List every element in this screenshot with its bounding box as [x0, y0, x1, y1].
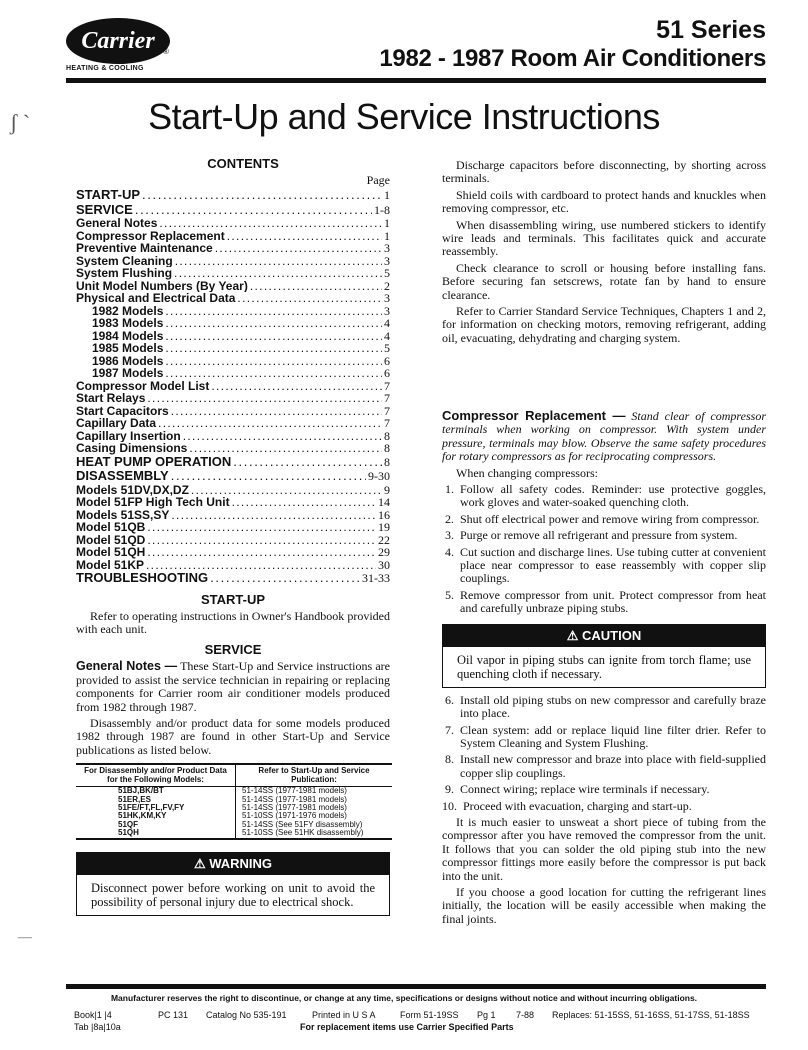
list-item — [442, 546, 766, 586]
paragraph-discharge: Discharge capacitors before disconnecting, by shorting across terminals. — [442, 158, 766, 186]
toc-label: SERVICE — [76, 202, 133, 217]
model-cell: 51ER,ES — [76, 796, 236, 804]
model-cell: 51QF — [76, 821, 236, 829]
step-number: 1. — [445, 482, 454, 497]
toc-item — [76, 217, 390, 230]
toc-leader-dots — [165, 317, 382, 330]
publication-cell: 51-14SS (1977-1981 models) — [242, 802, 347, 812]
publication-cell: 51-14SS (See 51FY disassembly) — [242, 819, 363, 829]
toc-item — [76, 405, 390, 418]
toc-leader-dots — [165, 330, 382, 343]
table-of-contents — [76, 188, 390, 586]
toc-leader-dots — [147, 546, 376, 559]
right-column — [442, 156, 766, 345]
compressor-intro-text: Stand clear of compressor terminals when working on compressor. With system under pressure, terminals may blow. Observe the same safety procedures for rotary compressors as for reciprocating compressors. — [442, 409, 766, 464]
toc-leader-dots — [135, 203, 372, 218]
toc-label: 1985 Models — [92, 342, 164, 355]
toc-leader-dots — [158, 417, 382, 430]
toc-item — [76, 305, 390, 318]
step-number: 6. — [445, 692, 454, 707]
replaces: Replaces: 51-15SS, 51-16SS, 51-17SS, 51-18SS — [552, 1010, 750, 1020]
step-number: 3. — [445, 528, 454, 543]
step-number: 7. — [445, 722, 454, 737]
toc-label: Capillary Insertion — [76, 429, 181, 442]
caution-label: ⚠ CAUTION — [443, 625, 765, 647]
toc-leader-dots — [146, 559, 376, 572]
toc-item — [76, 469, 390, 484]
document-subtitle: 1982 - 1987 Room Air Conditioners — [379, 45, 766, 72]
toc-label: Model 51QH — [76, 546, 146, 559]
toc-leader-dots — [211, 380, 382, 393]
list-item — [442, 694, 766, 721]
general-notes-text: These Start-Up and Service instructions are provided to assist the service technician in repairing or replacing components for Carrier room air conditioner models produced from 1982 through 1987. — [76, 659, 390, 714]
toc-leader-dots — [175, 255, 382, 268]
toc-label: TROUBLESHOOTING — [76, 571, 209, 585]
toc-page: 7 — [384, 417, 390, 430]
toc-item — [76, 571, 390, 586]
toc-item — [76, 380, 390, 393]
toc-leader-dots — [233, 455, 382, 470]
toc-page: 3 — [384, 304, 390, 317]
toc-leader-dots — [171, 405, 382, 418]
list-item — [442, 800, 766, 813]
toc-leader-dots — [189, 442, 382, 455]
reference-table-body — [76, 787, 392, 837]
toc-page: 1-8 — [374, 202, 390, 217]
toc-label: Casing Dimensions — [76, 442, 188, 455]
toc-page: 8 — [384, 454, 390, 469]
toc-page: 7 — [384, 392, 390, 405]
step-text: Install old piping stubs on new compressor and carefully braze into place. — [460, 692, 766, 721]
toc-item — [76, 521, 390, 534]
toc-label: 1986 Models — [92, 354, 164, 367]
list-item — [442, 589, 766, 616]
carrier-logo — [66, 18, 170, 64]
toc-label: DISASSEMBLY — [76, 469, 169, 483]
toc-label: Models 51DV,DX,DZ — [76, 483, 189, 496]
toc-label: 1983 Models — [92, 317, 164, 330]
paragraph-wiring: When disassembling wiring, use numbered stickers to identify wire leads and terminals. This facilitates quick and accurate reassembly. — [442, 217, 766, 259]
toc-label: Compressor Replacement — [76, 229, 225, 242]
toc-leader-dots — [171, 509, 376, 522]
publication-cell: 51-10SS (See 51HK disassembly) — [242, 828, 364, 838]
paragraph-refer: Refer to Carrier Standard Service Techniques, Chapters 1 and 2, for information on checking motors, removing refrigerant, adding oil, evacuating, dehydrating and charging system. — [442, 304, 766, 345]
toc-leader-dots — [165, 342, 382, 355]
toc-page: 31-33 — [362, 571, 390, 585]
toc-item — [76, 188, 390, 203]
toc-item — [76, 292, 390, 305]
contents-title: CONTENTS — [207, 156, 279, 171]
warning-box — [76, 852, 390, 916]
toc-page: 1 — [384, 229, 390, 242]
toc-leader-dots — [147, 534, 376, 547]
publication-cell: 51-14SS (1977-1981 models) — [242, 794, 347, 804]
toc-item — [76, 342, 390, 355]
toc-page: 2 — [384, 279, 390, 292]
step-text: Proceed with evacuation, charging and start-up. — [463, 798, 692, 813]
toc-page: 3 — [384, 254, 390, 267]
paragraph-location: If you choose a good location for cutting the refrigerant lines initially, the location will be easily accessible when making the final joints. — [442, 884, 766, 926]
step-text: Connect wiring; replace wire terminals if necessary. — [460, 782, 710, 797]
replacement-parts-note: For replacement items use Carrier Specified Parts — [300, 1022, 514, 1032]
paragraph-clearance: Check clearance to scroll or housing before installing fans. Before securing fan setscrews, rotate fan by hand to ensure clearance. — [442, 260, 766, 302]
pc-number: PC 131 — [158, 1010, 189, 1020]
toc-leader-dots — [227, 230, 382, 243]
toc-item — [76, 559, 390, 572]
toc-label: Model 51FP High Tech Unit — [76, 496, 230, 509]
step-number: 10. — [442, 798, 457, 813]
step-number: 9. — [445, 782, 454, 797]
toc-leader-dots — [232, 496, 376, 509]
step-text: Follow all safety codes. Reminder: use protective goggles, work gloves and water-soaked quenching cloth. — [460, 482, 766, 510]
toc-leader-dots — [147, 392, 382, 405]
toc-page: 1 — [384, 188, 390, 202]
compressor-steps — [442, 483, 766, 616]
tab-label: Tab |8a|10a — [74, 1022, 121, 1032]
toc-page: 1 — [384, 217, 390, 230]
list-item — [442, 513, 766, 526]
model-cell: 51HK,KM,KY — [76, 812, 236, 820]
compressor-steps-continued — [442, 694, 766, 813]
left-column — [76, 156, 390, 916]
list-item — [442, 529, 766, 542]
toc-page: 5 — [384, 267, 390, 280]
toc-label: 1987 Models — [92, 367, 164, 380]
toc-label: Start Relays — [76, 392, 146, 405]
toc-label: System Cleaning — [76, 254, 173, 267]
toc-item — [76, 455, 390, 470]
toc-leader-dots — [191, 484, 382, 497]
disassembly-text: Disassembly and/or product data for some models produced 1982 through 1987 are found in other Start-Up and Service publications as listed below. — [76, 715, 390, 757]
page-number: Pg 1 — [477, 1010, 496, 1020]
toc-label: General Notes — [76, 217, 158, 230]
service-heading: SERVICE — [204, 642, 262, 658]
logo-subtitle: HEATING & COOLING — [66, 65, 144, 72]
list-item — [442, 753, 766, 780]
toc-item — [76, 242, 390, 255]
toc-leader-dots — [215, 242, 382, 255]
toc-page: 29 — [378, 546, 390, 559]
toc-label: Model 51QD — [76, 533, 146, 546]
toc-label: START-UP — [76, 188, 141, 202]
form-number: Form 51-19SS — [400, 1010, 459, 1020]
model-cell: 51FE/FT,FL,FV,FY — [76, 804, 236, 812]
toc-page: 5 — [384, 342, 390, 355]
toc-page: 8 — [384, 429, 390, 442]
margin-mark: — — [18, 930, 32, 945]
toc-item — [76, 230, 390, 243]
step-text: Shut off electrical power and remove wiring from compressor. — [460, 511, 760, 526]
toc-label: Unit Model Numbers (By Year) — [76, 279, 248, 292]
registered-mark: ® — [163, 47, 169, 56]
toc-leader-dots — [183, 430, 382, 443]
list-item — [442, 724, 766, 751]
toc-leader-dots — [159, 217, 382, 230]
toc-item — [76, 330, 390, 343]
step-text: Clean system: add or replace liquid line filter drier. Refer to System Cleaning and System Flushing. — [460, 722, 766, 750]
toc-item — [76, 546, 390, 559]
when-changing: When changing compressors: — [456, 465, 598, 480]
toc-label: System Flushing — [76, 267, 173, 280]
toc-leader-dots — [237, 292, 382, 305]
toc-label: Start Capacitors — [76, 404, 169, 417]
toc-item — [76, 255, 390, 268]
toc-item — [76, 509, 390, 522]
disclaimer: Manufacturer reserves the right to discontinue, or change at any time, specifications or designs without notice and without incurring obligations. — [110, 993, 698, 1003]
toc-page: 4 — [384, 317, 390, 330]
compressor-intro — [442, 409, 766, 464]
toc-item — [76, 534, 390, 547]
toc-item — [76, 203, 390, 218]
step-text: Cut suction and discharge lines. Use tubing cutter at convenient place near compressor to ease reassembly with copper slip couplings. — [460, 544, 766, 586]
toc-page: 8 — [384, 442, 390, 455]
compressor-head: Compressor Replacement — — [442, 408, 626, 423]
step-number: 2. — [445, 511, 454, 526]
toc-label: Compressor Model List — [76, 379, 210, 392]
toc-leader-dots — [171, 469, 366, 484]
print-date: 7-88 — [516, 1010, 535, 1020]
toc-item — [76, 392, 390, 405]
toc-page: 30 — [378, 558, 390, 571]
toc-page: 4 — [384, 329, 390, 342]
warning-label: ⚠ WARNING — [77, 853, 389, 875]
logo-text: Carrier — [81, 27, 155, 54]
step-number: 5. — [445, 587, 454, 602]
toc-page: 3 — [384, 292, 390, 305]
toc-page: 16 — [378, 508, 390, 521]
general-notes-paragraph — [76, 660, 390, 714]
series-title: 51 Series — [656, 16, 766, 44]
toc-label: Physical and Electrical Data — [76, 292, 236, 305]
toc-label: 1982 Models — [92, 304, 164, 317]
page-label: Page — [366, 173, 390, 187]
paragraph-unsweat: It is much easier to unsweat a short piece of tubing from the compressor after you have removed the compressor from the unit. It follows that you can solder the old piping stub into the new compressor fittings more easily before the compressor is put back into the unit. — [442, 814, 766, 883]
toc-leader-dots — [142, 188, 382, 203]
startup-heading: START-UP — [200, 591, 266, 607]
book-label: Book|1 |4 — [74, 1010, 112, 1020]
toc-item — [76, 355, 390, 368]
ref-col1-head: For Disassembly and/or Product Data for the Following Models: — [76, 765, 236, 786]
general-notes-head: General Notes — — [76, 659, 178, 674]
toc-page: 6 — [384, 367, 390, 380]
toc-page: 3 — [384, 242, 390, 255]
publication-cell: 51-10SS (1971-1976 models) — [242, 811, 347, 821]
reference-table — [76, 763, 392, 839]
startup-text: Refer to operating instructions in Owner's Handbook provided with each unit. — [76, 608, 390, 636]
reference-table-header — [76, 765, 392, 787]
toc-item — [76, 417, 390, 430]
caution-text: Oil vapor in piping stubs can ignite from torch flame; use quenching cloth if necessary. — [457, 652, 751, 681]
list-item — [442, 783, 766, 796]
toc-label: Preventive Maintenance — [76, 242, 213, 255]
toc-page: 22 — [378, 533, 390, 546]
toc-page: 19 — [378, 521, 390, 534]
toc-item — [76, 430, 390, 443]
toc-leader-dots — [174, 267, 382, 280]
publication-cell: 51-14SS (1977-1981 models) — [242, 786, 347, 796]
toc-page: 6 — [384, 354, 390, 367]
compressor-section — [442, 406, 766, 926]
step-number: 8. — [445, 752, 454, 767]
catalog-number: Catalog No 535-191 — [206, 1010, 287, 1020]
toc-leader-dots — [250, 280, 382, 293]
toc-item — [76, 267, 390, 280]
model-cell: 51QH — [76, 829, 236, 837]
step-text: Remove compressor from unit. Protect compressor from heat and carefully unbraze piping stubs. — [460, 587, 766, 616]
toc-item — [76, 367, 390, 380]
step-number: 4. — [445, 544, 454, 559]
warning-text: Disconnect power before working on unit to avoid the possibility of personal injury due to electrical shock. — [91, 880, 375, 909]
toc-item — [76, 280, 390, 293]
margin-scribble: ʃ ˋ — [10, 110, 31, 135]
toc-leader-dots — [165, 305, 382, 318]
toc-item — [76, 317, 390, 330]
step-text: Install new compressor and braze into place with field-supplied copper slip couplings. — [460, 752, 766, 780]
toc-item — [76, 484, 390, 497]
toc-item — [76, 442, 390, 455]
bottom-rule — [66, 984, 766, 989]
table-row — [76, 829, 392, 837]
toc-leader-dots — [165, 355, 382, 368]
toc-label: Capillary Data — [76, 417, 157, 430]
toc-page: 9 — [384, 483, 390, 496]
toc-page: 7 — [384, 379, 390, 392]
toc-label: Model 51KP — [76, 558, 145, 571]
list-item — [442, 483, 766, 510]
toc-leader-dots — [210, 571, 360, 586]
step-text: Purge or remove all refrigerant and pressure from system. — [460, 528, 738, 543]
printed-in: Printed in U S A — [312, 1010, 376, 1020]
toc-label: HEAT PUMP OPERATION — [76, 454, 232, 469]
toc-label: 1984 Models — [92, 329, 164, 342]
ref-col2-head: Refer to Start-Up and Service Publication: — [258, 766, 370, 784]
toc-label: Model 51QB — [76, 521, 146, 534]
toc-label: Models 51SS,SY — [76, 508, 170, 521]
toc-page: 7 — [384, 404, 390, 417]
toc-page: 9-30 — [368, 469, 390, 483]
top-rule — [66, 78, 766, 83]
toc-leader-dots — [147, 521, 376, 534]
paragraph-shield: Shield coils with cardboard to protect hands and knuckles when removing compressor, etc. — [442, 187, 766, 216]
toc-leader-dots — [165, 367, 382, 380]
toc-page: 14 — [378, 496, 390, 509]
caution-box — [442, 624, 766, 688]
toc-item — [76, 496, 390, 509]
page-title: Start-Up and Service Instructions — [148, 96, 660, 137]
model-cell: 51BJ,BK/BT — [76, 787, 236, 795]
